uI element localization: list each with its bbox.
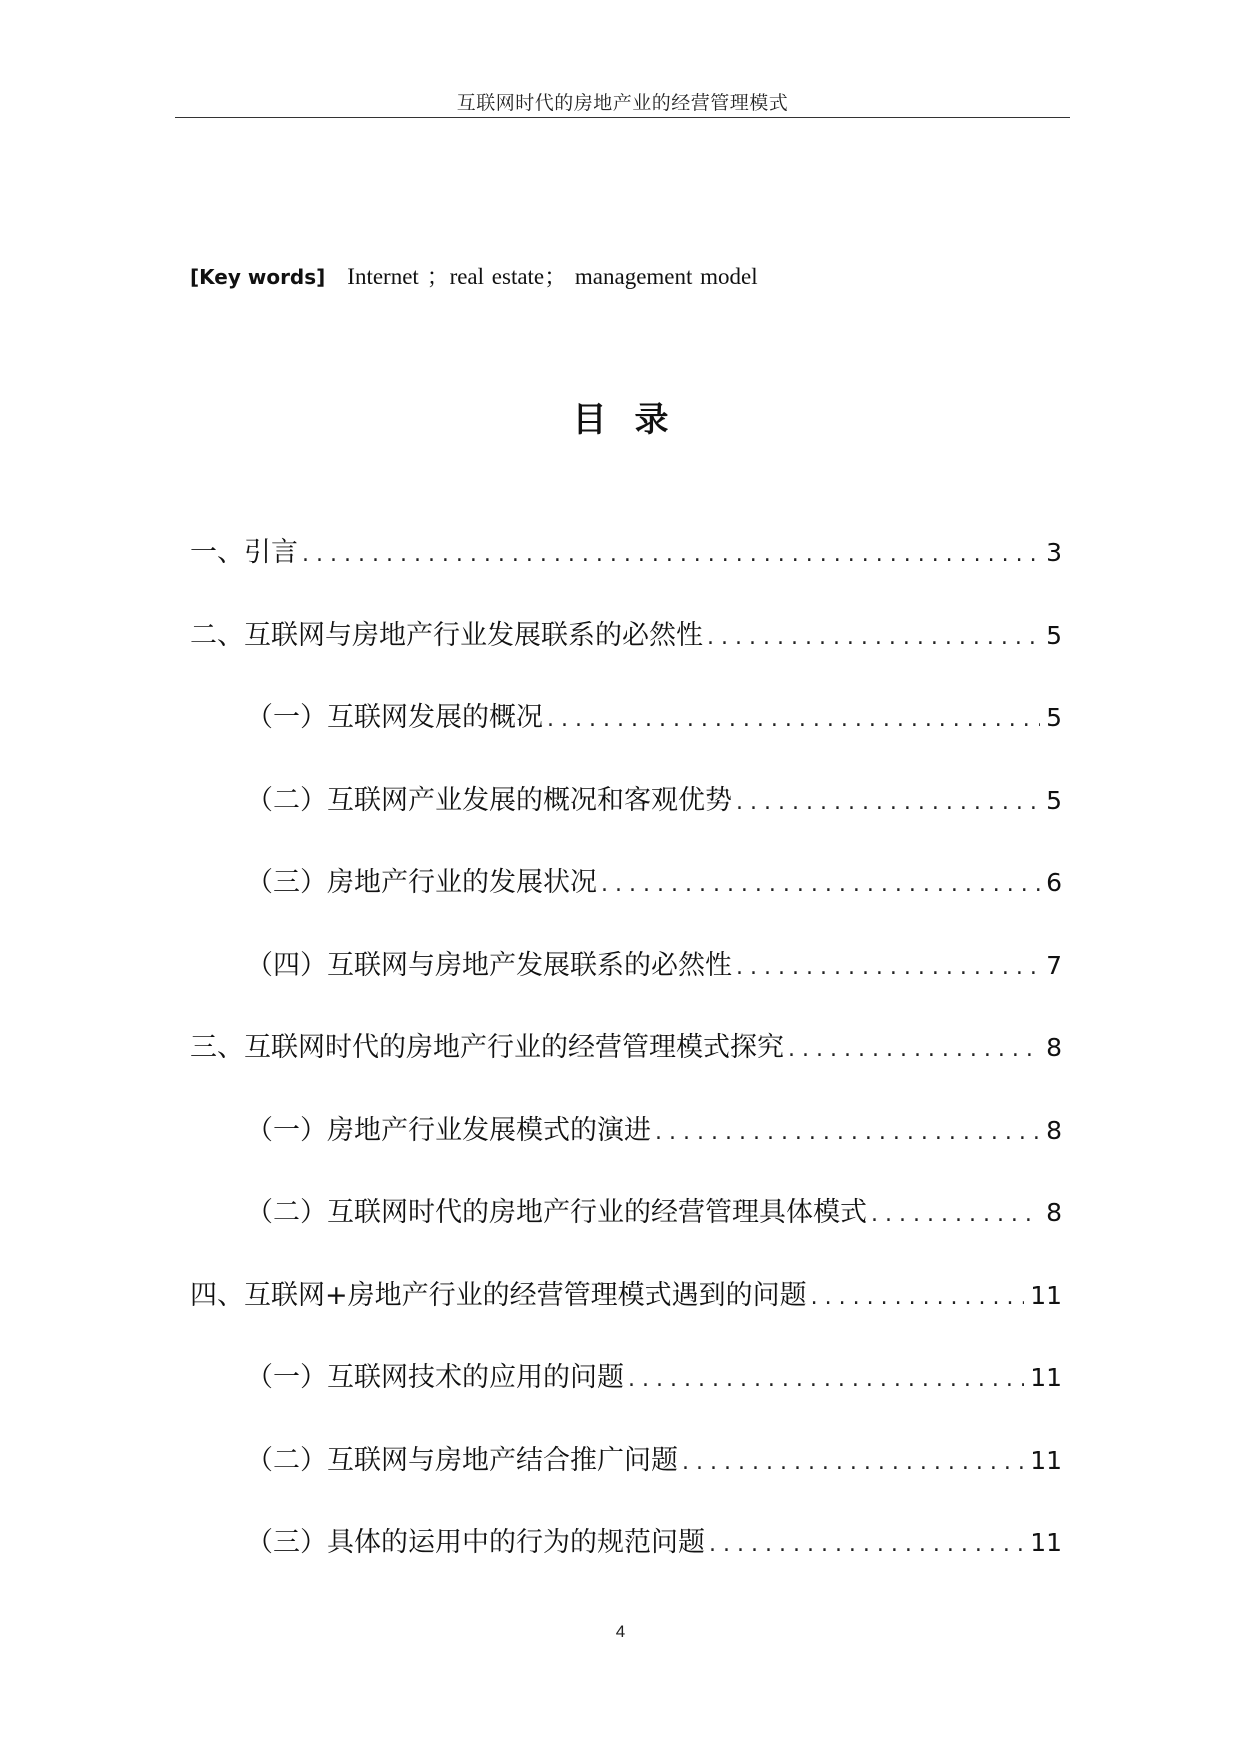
toc-dot-leader <box>601 872 1040 897</box>
toc-dot-leader <box>547 707 1040 732</box>
toc-dot-leader <box>628 1367 1024 1392</box>
toc-entry[interactable] <box>190 613 1062 696</box>
toc-entry-page: 8 <box>1046 1033 1062 1062</box>
toc-entry[interactable] <box>190 778 1062 861</box>
toc-entry-page: 11 <box>1030 1280 1062 1310</box>
toc-entry-label: 二、互联网与房地产行业发展联系的必然性 <box>190 619 703 651</box>
toc-dot-leader <box>655 1120 1040 1145</box>
toc-entry-label: （二）互联网时代的房地产行业的经营管理具体模式 <box>246 1197 867 1228</box>
toc-dot-leader <box>736 790 1040 815</box>
keywords-label: [Key words] <box>190 265 326 289</box>
toc-entry-page: 8 <box>1046 1198 1062 1227</box>
toc-entry[interactable] <box>190 1190 1062 1273</box>
header-rule <box>175 117 1070 118</box>
toc-dot-leader <box>709 1532 1024 1557</box>
toc-dot-leader <box>811 1285 1025 1310</box>
toc-entry-page: 5 <box>1046 785 1062 815</box>
toc-entry-label: （一）互联网发展的概况 <box>246 702 543 733</box>
toc-entry-label: （一）互联网技术的应用的问题 <box>246 1362 624 1393</box>
toc-entry-page: 6 <box>1046 868 1062 897</box>
toc-entry-label: 三、互联网时代的房地产行业的经营管理模式探究 <box>190 1032 784 1063</box>
toc-entry-page: 5 <box>1046 620 1062 650</box>
toc-entry[interactable] <box>190 1438 1062 1521</box>
toc-entry[interactable] <box>190 860 1062 943</box>
toc-dot-leader <box>682 1450 1024 1475</box>
toc-entry[interactable] <box>190 1025 1062 1108</box>
toc-entry[interactable] <box>190 1273 1062 1356</box>
toc-entry[interactable] <box>190 1355 1062 1438</box>
toc-dot-leader <box>788 1037 1040 1062</box>
toc-entry-page: 8 <box>1046 1115 1062 1145</box>
toc-entry-page: 11 <box>1030 1363 1062 1392</box>
toc-entry[interactable] <box>190 695 1062 778</box>
toc-entry-label: （三）具体的运用中的行为的规范问题 <box>246 1527 705 1558</box>
toc-entry-page: 11 <box>1030 1445 1062 1475</box>
toc-entry-label: （一）房地产行业发展模式的演进 <box>246 1114 651 1146</box>
toc-entry-label: （三）房地产行业的发展状况 <box>246 867 597 898</box>
table-of-contents <box>190 530 1062 1603</box>
keywords-line <box>190 258 758 291</box>
toc-entry-page: 3 <box>1046 538 1062 567</box>
toc-title: 目录 <box>572 400 697 440</box>
toc-entry[interactable] <box>190 943 1062 1026</box>
page-number: 4 <box>615 1622 626 1641</box>
running-header: 互联网时代的房地产业的经营管理模式 <box>456 92 789 114</box>
toc-entry-page: 11 <box>1030 1528 1062 1557</box>
toc-entry[interactable] <box>190 1108 1062 1191</box>
toc-dot-leader <box>871 1202 1040 1227</box>
toc-entry[interactable] <box>190 1520 1062 1603</box>
toc-entry-label: 四、互联网+房地产行业的经营管理模式遇到的问题 <box>190 1279 807 1311</box>
toc-entry-label: 一、引言 <box>190 537 298 568</box>
toc-entry[interactable] <box>190 530 1062 613</box>
toc-entry-label: （二）互联网与房地产结合推广问题 <box>246 1444 678 1476</box>
toc-entry-page: 7 <box>1046 950 1062 980</box>
toc-entry-label: （四）互联网与房地产发展联系的必然性 <box>246 949 732 981</box>
toc-entry-label: （二）互联网产业发展的概况和客观优势 <box>246 784 732 816</box>
toc-dot-leader <box>736 955 1040 980</box>
keywords-text: Internet ；real estate； management model <box>347 264 758 289</box>
toc-dot-leader <box>707 625 1040 650</box>
toc-entry-page: 5 <box>1046 703 1062 732</box>
toc-dot-leader <box>302 542 1040 567</box>
